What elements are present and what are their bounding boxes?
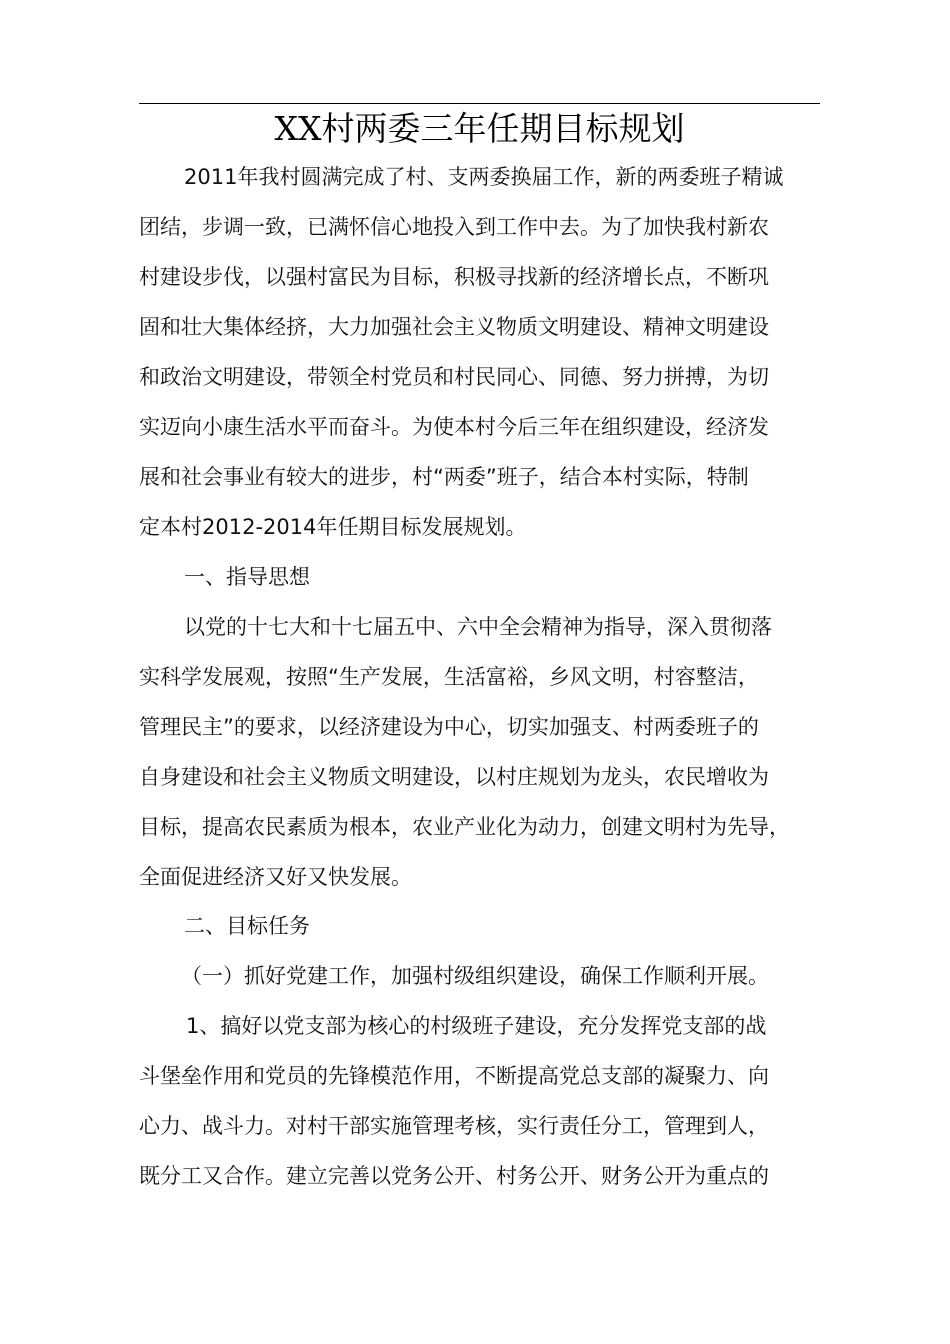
body-line: 斗堡垒作用和党员的先锋模范作用，不断提高党总支部的凝聚力、向: [139, 1064, 769, 1088]
body-line: 村建设步伐，以强村富民为目标，积极寻找新的经济增长点，不断巩: [139, 265, 769, 289]
body-line: 展和社会事业有较大的进步，村“两委”班子，结合本村实际，特制: [139, 465, 749, 489]
document-title: XX村两委三年任期目标规划: [274, 109, 685, 148]
body-line: 以党的十七大和十七届五中、六中全会精神为指导，深入贯彻落: [184, 615, 772, 639]
body-line: 和政治文明建设，带领全村党员和村民同心、同德、努力拼搏，为切: [139, 365, 769, 389]
body-line: 团结，步调一致，已满怀信心地投入到工作中去。为了加快我村新农: [139, 215, 769, 239]
body-line: 既分工又合作。建立完善以党务公开、村务公开、财务公开为重点的: [139, 1164, 769, 1188]
body-line: 2011年我村圆满完成了村、支两委换届工作，新的两委班子精诚: [184, 165, 784, 189]
body-line: 实迈向小康生活水平而奋斗。为使本村今后三年在组织建设，经济发: [139, 415, 769, 439]
section-heading: 一、指导思想: [184, 565, 310, 589]
body-line: 自身建设和社会主义物质文明建设，以村庄规划为龙头，农民增收为: [139, 765, 769, 789]
header-rule: [139, 103, 820, 104]
body-line: 实科学发展观，按照“生产发展，生活富裕，乡风文明，村容整洁，: [139, 665, 759, 689]
body-line: 全面促进经济又好又快发展。: [139, 865, 412, 889]
body-line: 1、搞好以党支部为核心的村级班子建设，充分发挥党支部的战: [186, 1014, 767, 1038]
section-heading: 二、目标任务: [184, 914, 310, 938]
body-line: 心力、战斗力。对村干部实施管理考核，实行责任分工，管理到人，: [139, 1114, 769, 1138]
body-line: 管理民主”的要求，以经济建设为中心，切实加强支、村两委班子的: [139, 715, 759, 739]
body-line: 固和壮大集体经挤，大力加强社会主义物质文明建设、精神文明建设: [139, 315, 769, 339]
subsection-heading: （一）抓好党建工作，加强村级组织建设，确保工作顺利开展。: [181, 964, 769, 988]
body-line: 定本村2012-2014年任期目标发展规划。: [139, 515, 527, 539]
body-line: 目标，提高农民素质为根本，农业产业化为动力，创建文明村为先导，: [139, 815, 790, 839]
